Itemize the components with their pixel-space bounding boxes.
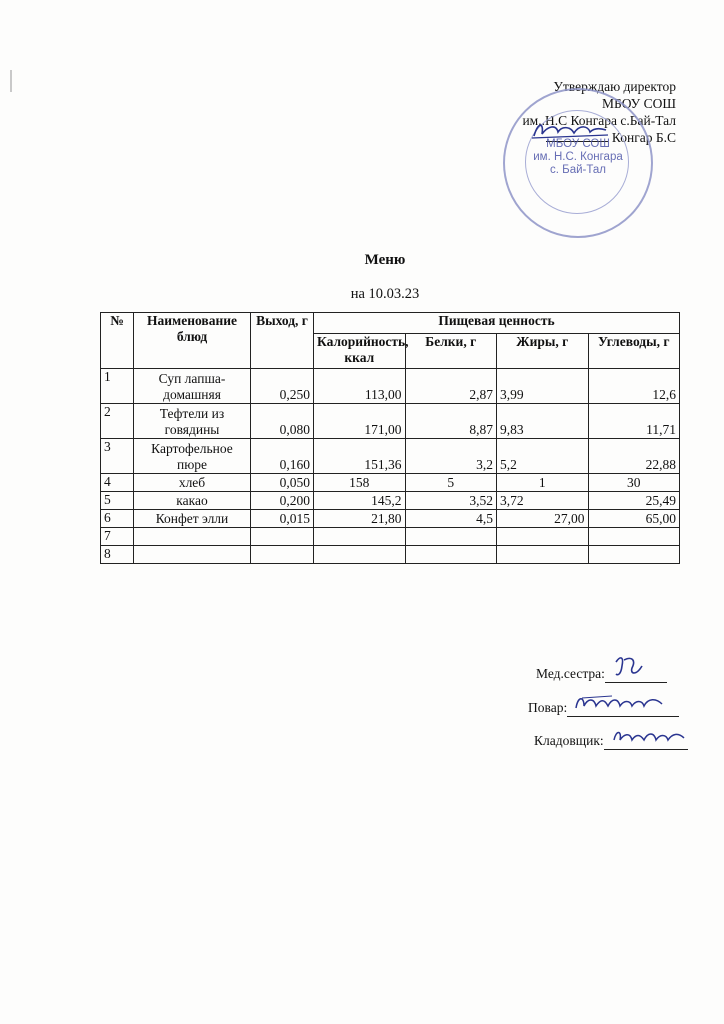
director-signature: [530, 118, 610, 142]
header-num: №: [101, 313, 134, 369]
row-fats: 3,72: [497, 492, 589, 510]
approval-line-1: Утверждаю директор: [553, 79, 676, 94]
row-name: Тефтели из говядины: [134, 404, 251, 439]
row-kcal: 171,00: [314, 404, 406, 439]
row-num: 2: [101, 404, 134, 439]
row-proteins: 8,87: [405, 404, 497, 439]
cook-label: Повар:: [528, 700, 568, 715]
row-fats: 1: [497, 474, 589, 492]
row-kcal: 21,80: [314, 510, 406, 528]
stamp-line-2: им. Н.С. Конгара: [533, 151, 623, 163]
row-output: 0,050: [251, 474, 314, 492]
table-row: [101, 369, 680, 404]
row-proteins: [405, 546, 497, 564]
row-kcal: 158: [314, 474, 406, 492]
row-proteins: 4,5: [405, 510, 497, 528]
table-row: [101, 439, 680, 474]
header-name: Наименование блюд: [134, 313, 251, 369]
table-row: [101, 546, 680, 564]
row-fats: [497, 546, 589, 564]
row-output: 0,015: [251, 510, 314, 528]
row-proteins: 2,87: [405, 369, 497, 404]
row-output: [251, 546, 314, 564]
row-output: 0,080: [251, 404, 314, 439]
row-fats: [497, 528, 589, 546]
row-num: 6: [101, 510, 134, 528]
approval-line-2: МБОУ СОШ: [602, 96, 676, 111]
director-name: Конгар Б.С: [611, 130, 676, 145]
row-carbs: [588, 546, 680, 564]
row-name: Конфет элли: [134, 510, 251, 528]
row-name: Картофельное пюре: [134, 439, 251, 474]
header-nutrition: Пищевая ценность: [314, 313, 680, 334]
storekeeper-label: Кладовщик:: [534, 733, 604, 748]
stamp-line-1: МБОУ СОШ: [546, 138, 610, 150]
row-fats: 5,2: [497, 439, 589, 474]
row-name: [134, 528, 251, 546]
header-proteins: Белки, г: [405, 334, 497, 369]
table-row: [101, 404, 680, 439]
row-proteins: 5: [405, 474, 497, 492]
row-carbs: 22,88: [588, 439, 680, 474]
row-fats: 27,00: [497, 510, 589, 528]
row-kcal: 151,36: [314, 439, 406, 474]
row-fats: 3,99: [497, 369, 589, 404]
row-proteins: [405, 528, 497, 546]
row-kcal: 145,2: [314, 492, 406, 510]
row-name: какао: [134, 492, 251, 510]
row-output: 0,160: [251, 439, 314, 474]
nurse-label: Мед.сестра:: [536, 666, 605, 681]
table-row: [101, 510, 680, 528]
row-carbs: [588, 528, 680, 546]
row-kcal: [314, 546, 406, 564]
row-output: [251, 528, 314, 546]
page-title: Меню: [364, 252, 406, 268]
header-fats: Жиры, г: [497, 334, 589, 369]
row-kcal: 113,00: [314, 369, 406, 404]
header-carbs: Углеводы, г: [588, 334, 680, 369]
row-proteins: 3,2: [405, 439, 497, 474]
cook-signature: [572, 692, 668, 714]
stamp-text: [505, 138, 651, 177]
page-date: на 10.03.23: [350, 286, 420, 302]
row-carbs: 25,49: [588, 492, 680, 510]
row-name: Суп лапша-домашняя: [134, 369, 251, 404]
row-fats: 9,83: [497, 404, 589, 439]
menu-table: [100, 312, 680, 564]
row-carbs: 65,00: [588, 510, 680, 528]
row-num: 3: [101, 439, 134, 474]
row-carbs: 11,71: [588, 404, 680, 439]
row-output: 0,200: [251, 492, 314, 510]
row-kcal: [314, 528, 406, 546]
table-row: [101, 474, 680, 492]
row-num: 4: [101, 474, 134, 492]
scan-artifact: [10, 70, 12, 92]
row-num: 1: [101, 369, 134, 404]
row-output: 0,250: [251, 369, 314, 404]
nurse-signature: [610, 654, 652, 680]
row-num: 8: [101, 546, 134, 564]
header-kcal: Калорийность, ккал: [314, 334, 406, 369]
row-proteins: 3,52: [405, 492, 497, 510]
stamp-line-3: с. Бай-Тал: [550, 164, 606, 176]
row-num: 7: [101, 528, 134, 546]
row-name: хлеб: [134, 474, 251, 492]
table-row: [101, 492, 680, 510]
row-carbs: 12,6: [588, 369, 680, 404]
school-stamp: [503, 88, 653, 238]
table-row: [101, 528, 680, 546]
row-name: [134, 546, 251, 564]
storekeeper-signature: [610, 726, 692, 746]
approval-line-3: им..Н.С Конгара с.Бай-Тал: [522, 113, 676, 128]
header-output: Выход, г: [251, 313, 314, 369]
row-num: 5: [101, 492, 134, 510]
row-carbs: 30: [588, 474, 680, 492]
